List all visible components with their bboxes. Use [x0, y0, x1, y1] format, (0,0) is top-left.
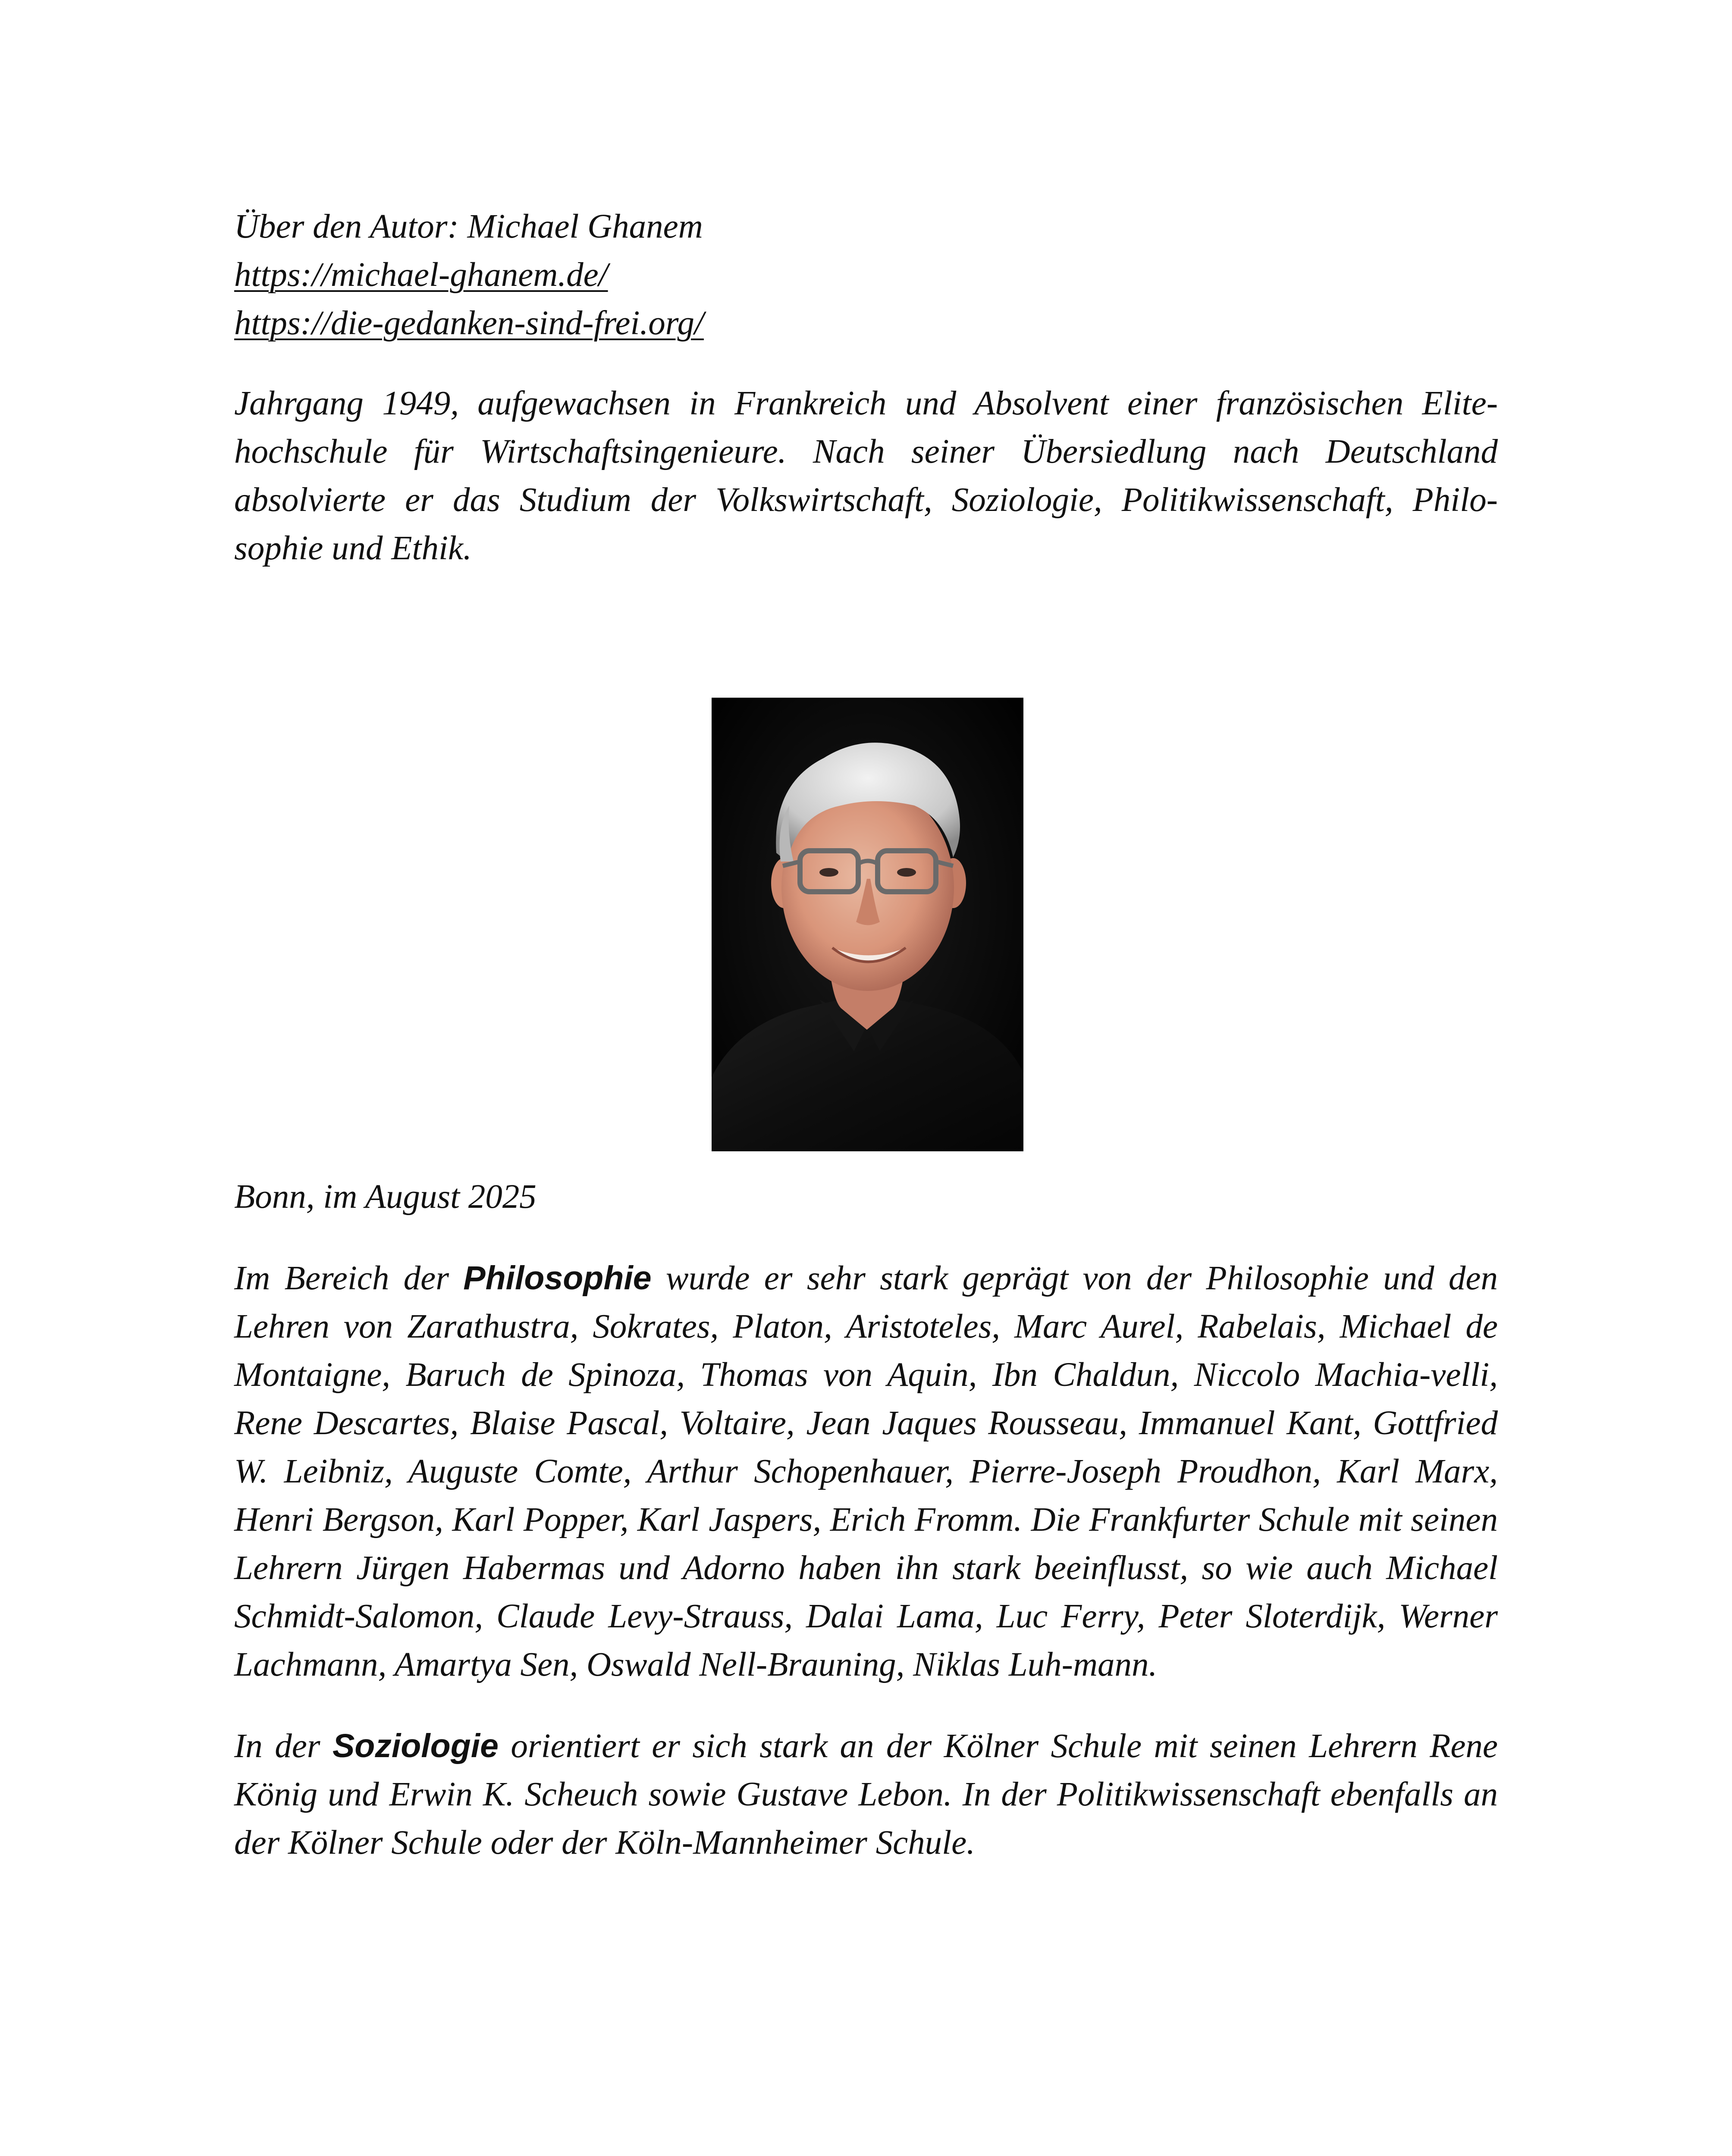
sociology-text: orientiert er sich stark an der Kölner Schule mit seinen Lehrern Rene König und Erwin K. Scheuch sowie Gustave Lebon. In der Politikwissenschaft ebenfalls an der Kölner Schule oder der Köln-Mannheimer Schule. — [234, 1727, 1498, 1861]
author-heading: Über den Autor: Michael Ghanem — [234, 208, 703, 245]
sociology-prefix: In der — [234, 1727, 333, 1765]
philosophy-prefix: Im Bereich der — [234, 1260, 464, 1297]
author-website-link[interactable]: https://michael-ghanem.de/ — [234, 256, 608, 294]
philosophy-term: Philosophie — [463, 1260, 652, 1297]
philosophy-paragraph — [234, 1254, 1498, 1689]
blog-website-link[interactable]: https://die-gedanken-sind-frei.org/ — [234, 304, 704, 342]
author-photo — [712, 698, 1023, 1151]
philosophy-text: wurde er sehr stark geprägt von der Philosophie und den Lehren von Zarathustra, Sokrates, Platon, Aristoteles, Marc Aurel, Rabelais, Michael de Montaigne, Baruch de Spinoza, Thomas von Aquin, Ibn Chaldun, Niccolo Machia-velli, Rene Descartes, Blaise Pascal, Voltaire, Jean Jaques Rousseau, Immanuel Kant, Gottfried W. Leibniz, Auguste Comte, Arthur Schopenhauer, Pierre-Joseph Proudhon, Karl Marx, Henri Bergson, Karl Popper, Karl Jaspers, Erich Fromm. Die Frankfurter Schule mit seinen Lehrern Jürgen Habermas und Adorno haben ihn stark beeinflusst, so wie auch Michael Schmidt-Salomon, Claude Levy-Strauss, Dalai Lama, Luc Ferry, Peter Sloterdijk, Werner Lachmann, Amartya Sen, Oswald Nell-Brauning, Niklas Luh-mann. — [234, 1260, 1498, 1683]
sociology-term: Soziologie — [332, 1727, 499, 1764]
intro-paragraph: Jahrgang 1949, aufgewachsen in Frankreich und Absolvent einer französischen Elite-hochschule für Wirtschaftsingenieure. Nach seiner Übersiedlung nach Deutschland absolvierte er das Studium der Volkswirtschaft, Soziologie, Politikwissenschaft, Philo-sophie und Ethik. — [234, 385, 1498, 567]
date-line: Bonn, im August 2025 — [234, 1178, 537, 1216]
sociology-paragraph — [234, 1722, 1498, 1867]
author-portrait-icon — [712, 698, 1023, 1151]
top-section — [234, 203, 1498, 573]
lower-section — [234, 1173, 1498, 1867]
